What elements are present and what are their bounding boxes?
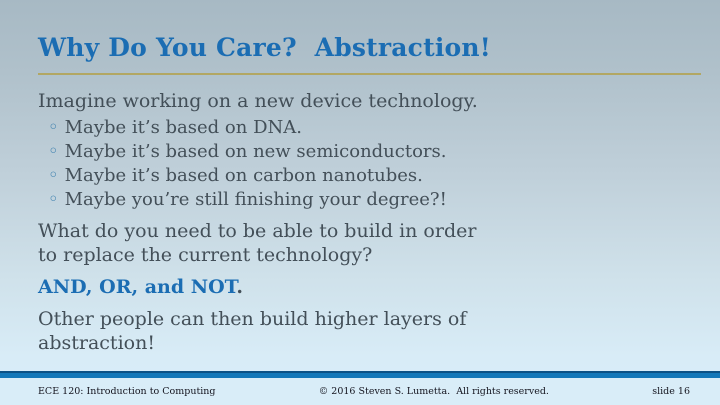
footer-copyright: © 2016 Steven S. Lumetta. All rights reserved. — [318, 386, 549, 397]
slide-footer — [0, 371, 720, 405]
bullet-icon: ◦ — [48, 117, 59, 138]
title-area — [0, 0, 720, 75]
list-item — [48, 164, 700, 188]
slide-body — [0, 75, 720, 355]
bullet-text: Maybe it’s based on DNA. — [64, 117, 302, 138]
bullet-text: Maybe it’s based on new semiconductors. — [64, 141, 447, 162]
emphasis-line — [38, 275, 498, 299]
bullet-list — [38, 116, 700, 212]
list-item — [48, 140, 700, 164]
intro-text: Imagine working on a new device technology. — [38, 90, 478, 112]
emphasis-period: . — [236, 276, 243, 298]
emphasis-text: AND, OR, and NOT — [38, 276, 237, 298]
bullet-icon: ◦ — [48, 189, 59, 210]
closing-text: Other people can then build higher layers of abstraction! — [38, 308, 467, 354]
bullet-icon: ◦ — [48, 165, 59, 186]
bullet-text: Maybe it’s based on carbon nanotubes. — [64, 165, 423, 186]
footer-course-label: ECE 120: Introduction to Computing — [38, 386, 216, 397]
list-item — [48, 188, 700, 212]
footer-slide-number: slide 16 — [652, 386, 690, 397]
question-text: What do you need to be able to build in order to replace the current technology? — [38, 220, 477, 266]
bullet-text: Maybe you’re still finishing your degree?! — [64, 189, 447, 210]
slide-title: Why Do You Care? Abstraction! — [38, 33, 491, 62]
list-item — [48, 116, 700, 140]
bullet-icon: ◦ — [48, 141, 59, 162]
footer-accent-bar — [0, 371, 720, 378]
footer-band — [0, 378, 720, 405]
